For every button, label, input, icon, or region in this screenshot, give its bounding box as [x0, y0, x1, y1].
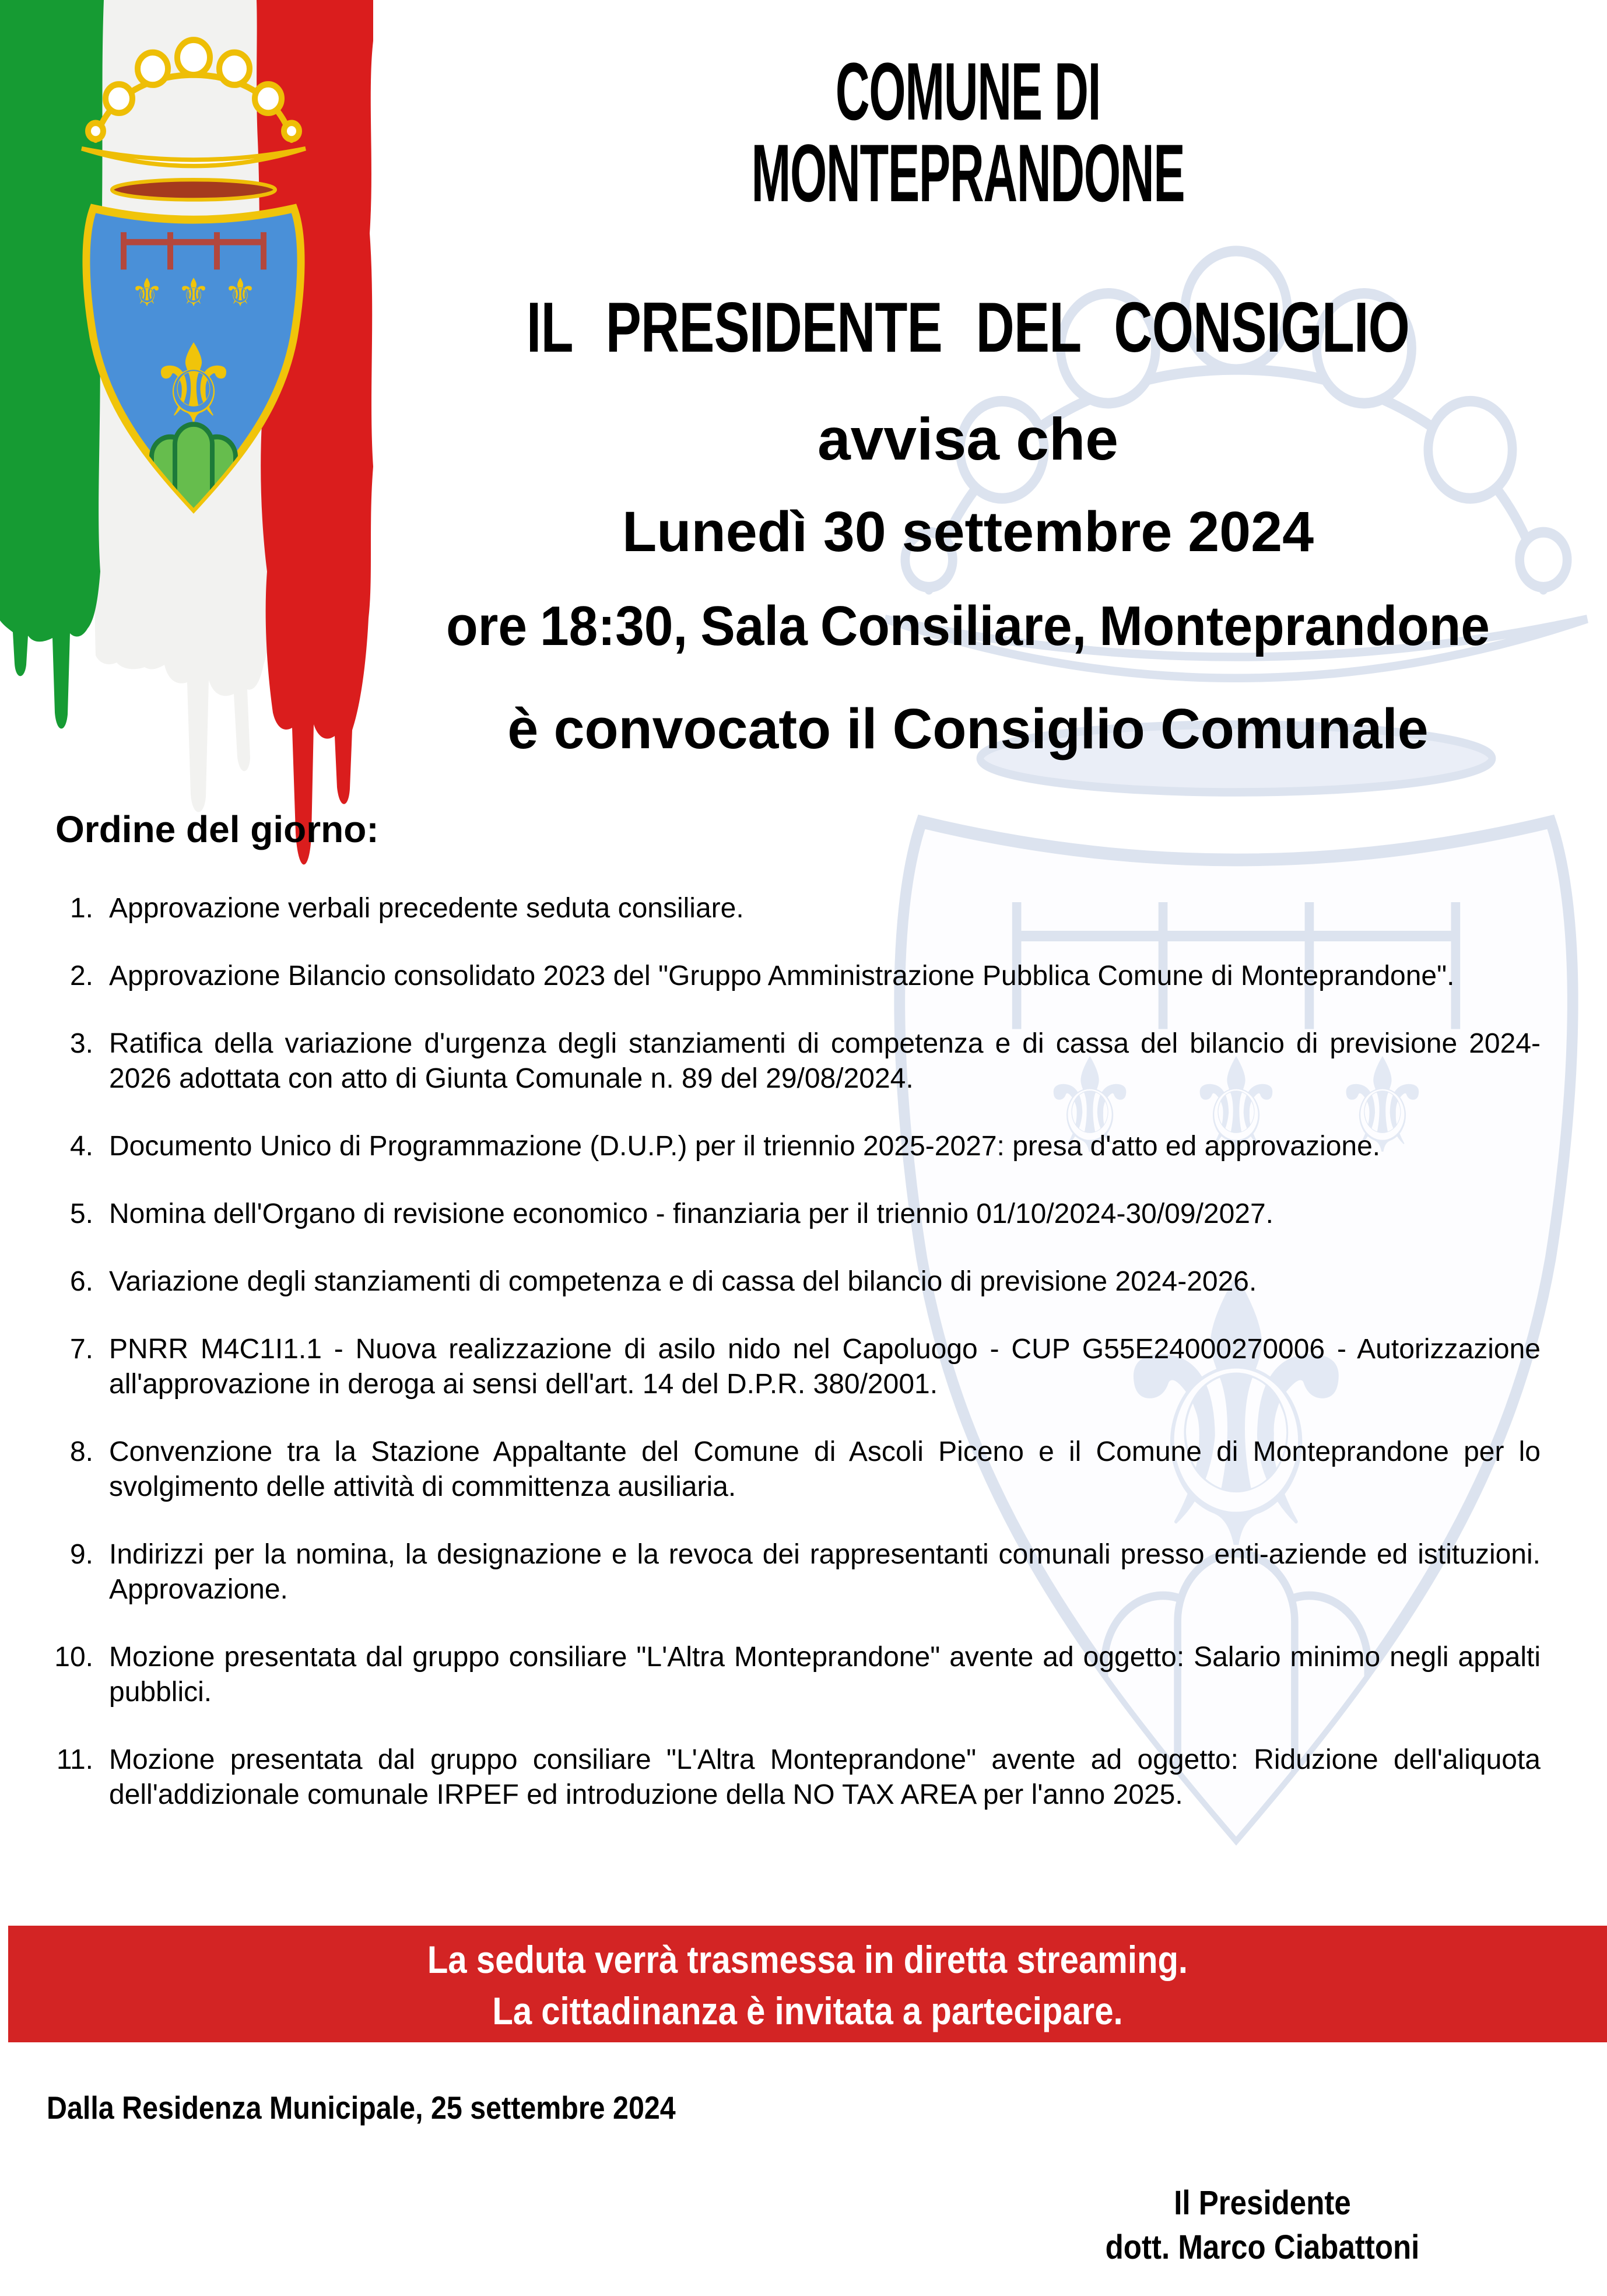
- agenda-item-text: Mozione presentata dal gruppo consiliare "L'Altra Monteprandone" avente ad oggetto: Riduzione dell'aliquota dell'addizionale comunale IRPEF ed introduzione della NO TAX AREA per l'anno 2025.: [109, 1744, 1541, 1810]
- notice-heading: IL PRESIDENTE DEL CONSIGLIO: [526, 288, 1410, 367]
- agenda-item: [23, 1264, 1541, 1299]
- residence-dateline: Dalla Residenza Municipale, 25 settembre 2024: [47, 2090, 676, 2126]
- municipality-name-line2: MONTEPRANDONE: [751, 127, 1185, 219]
- signature-role: Il Presidente: [1174, 2184, 1351, 2222]
- agenda-item: [23, 891, 1541, 926]
- municipality-name-line1: COMUNE DI: [835, 45, 1101, 137]
- agenda-item-number: 6.: [69, 1266, 93, 1297]
- agenda-item: [23, 1743, 1541, 1813]
- agenda-item-text: Approvazione Bilancio consolidato 2023 del "Gruppo Amministrazione Pubblica Comune di Monteprandone".: [109, 961, 1455, 991]
- agenda-item-text: PNRR M4C1I1.1 - Nuova realizzazione di asilo nido nel Capoluogo - CUP G55E24000270006 - Autorizzazione all'approvazione in deroga ai sensi dell'art. 14 del D.P.R. 380/2001.: [109, 1334, 1541, 1400]
- signature-name: dott. Marco Ciabattoni: [1105, 2228, 1420, 2266]
- banner-line1: La seduta verrà trasmessa in diretta streaming.: [427, 1938, 1188, 1981]
- agenda-item-number: 5.: [69, 1198, 93, 1229]
- agenda-item: [23, 1640, 1541, 1710]
- agenda-item-text: Documento Unico di Programmazione (D.U.P.) per il triennio 2025-2027: presa d'atto ed approvazione.: [109, 1131, 1381, 1162]
- agenda-item-text: Indirizzi per la nomina, la designazione e la revoca dei rappresentanti comunali presso enti-aziende ed istituzioni. Approvazione.: [109, 1539, 1541, 1605]
- agenda-item-number: 10.: [54, 1642, 93, 1673]
- flag-green-band: [0, 0, 104, 728]
- agenda-item: [23, 1129, 1541, 1164]
- agenda-item: [23, 1026, 1541, 1096]
- notice-subline: avvisa che: [817, 406, 1119, 472]
- agenda-item: [23, 1332, 1541, 1402]
- agenda-item-number: 2.: [69, 961, 93, 991]
- agenda-item-number: 4.: [69, 1131, 93, 1162]
- agenda-item-text: Variazione degli stanziamenti di competenza e di cassa del bilancio di previsione 2024-2026.: [109, 1266, 1257, 1297]
- convocation-line: è convocato il Consiglio Comunale: [507, 697, 1429, 760]
- banner-line2: La cittadinanza è invitata a partecipare.: [492, 1989, 1123, 2032]
- meeting-date: Lunedì 30 settembre 2024: [622, 500, 1314, 563]
- signature-block: [955, 2181, 1570, 2270]
- agenda-item-text: Mozione presentata dal gruppo consiliare "L'Altra Monteprandone" avente ad oggetto: Salario minimo negli appalti pubblici.: [109, 1642, 1541, 1708]
- agenda-item-number: 11.: [56, 1744, 93, 1775]
- agenda-title: Ordine del giorno:: [55, 808, 379, 850]
- agenda-item: [23, 1435, 1541, 1505]
- agenda-item-text: Approvazione verbali precedente seduta consiliare.: [109, 893, 744, 924]
- agenda-item: [23, 1197, 1541, 1232]
- page-title: [596, 45, 1340, 219]
- agenda-item: [23, 1537, 1541, 1607]
- italian-flag-brush-graphic: [0, 0, 373, 886]
- agenda-item-number: 7.: [69, 1334, 93, 1365]
- agenda-item-text: Convenzione tra la Stazione Appaltante del Comune di Ascoli Piceno e il Comune di Monteprandone per lo svolgimento delle attività di committenza ausiliaria.: [109, 1436, 1541, 1502]
- agenda-item-text: Nomina dell'Organo di revisione economico - finanziaria per il triennio 01/10/2024-30/09/2027.: [109, 1198, 1274, 1229]
- agenda-item-number: 8.: [69, 1436, 93, 1467]
- agenda-list: [23, 891, 1541, 1845]
- meeting-time-place: ore 18:30, Sala Consiliare, Monteprandone: [446, 595, 1490, 657]
- agenda-item-number: 3.: [69, 1028, 93, 1059]
- agenda-item-number: 9.: [69, 1539, 93, 1570]
- agenda-item: [23, 959, 1541, 994]
- streaming-banner: [8, 1926, 1607, 2042]
- agenda-item-number: 1.: [69, 893, 93, 924]
- agenda-item-text: Ratifica della variazione d'urgenza degli stanziamenti di competenza e di cassa del bilancio di previsione 2024-2026 adottata con atto di Giunta Comunale n. 89 del 29/08/2024.: [109, 1028, 1541, 1094]
